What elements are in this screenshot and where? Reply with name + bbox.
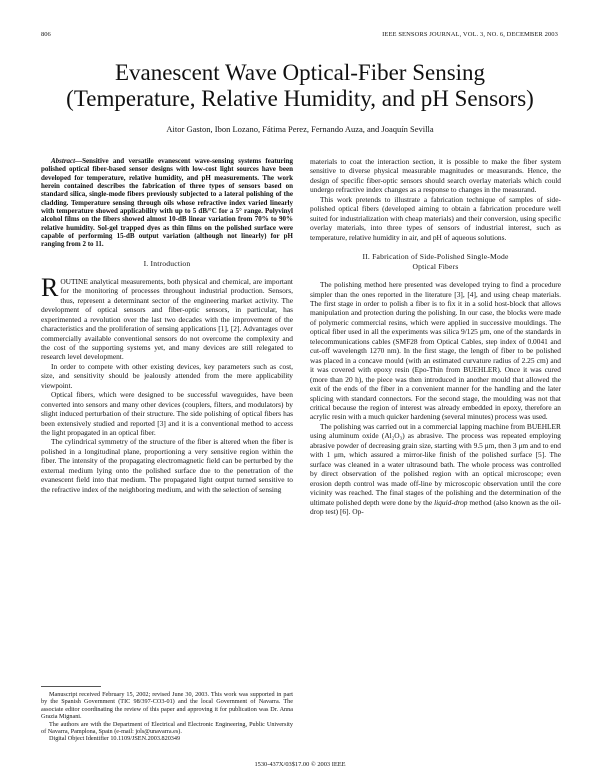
intro-paragraph-4: The cylindrical symmetry of the structure of the fiber is altered when the fiber is polished in a longitudinal plane, proportioning a very sensitive region within the fiber. The intensity of the propagating electromagnetic field can be perturbed by the external medium lying onto the polished surface due to the penetration of the evanescent field into that medium. The propagated light output turned sensitive to the refractive index of the neighboring medium, and with the selection of sensing	[41, 437, 293, 494]
journal-header: IEEE SENSORS JOURNAL, VOL. 3, NO. 6, DECEMBER 2003	[382, 31, 558, 38]
section-heading-fabrication	[310, 252, 561, 272]
footnotes	[41, 680, 293, 743]
paper-title-line1: Evanescent Wave Optical-Fiber Sensing	[114, 60, 486, 85]
intro-paragraph-1	[41, 272, 293, 362]
right-paragraph-2: This work pretends to illustrate a fabrication technique of samples of side-polished optical fibers (developed aiming to obtain a fabrication procedure well suited for industrialization with cheap materials) and their conversion, using specific overlay materials, into three types of sensors of industrial interest, such as temperature, relative humidity in air, and pH of aqueous solutions.	[310, 194, 561, 242]
footnote-doi: Digital Object Identifier 10.1109/JSEN.2003.820349	[49, 735, 181, 743]
intro-paragraph-1-text: OUTINE analytical measurements, both physical and chemical, are important for the monitoring of processes throughout industrial production. Sensors, thus, represent a determinant sector of the engineering market activity. The development of optical sensors and fiber-optic sensors, in particular, has experimented a revolution over the last two decades with the improvement of the characteristics and the proliferation of sensing applications [1], [2]. Advantages over commercially available conventional sensors do not overcome the complexity and the cost of the supporting systems yet, and many devices are still relegated to research level development.	[41, 276, 293, 362]
page-number: 806	[41, 31, 51, 38]
fabrication-paragraph-2-text: The polishing was carried out in a commercial lapping machine from BUEHLER using aluminum oxide (Al₂O₃) as abrasive. The process was repeated employing abrasive powder of decreasing grain size, starting with 9.5 μm, then 3 μm and to end with 1 μm, which assured a mirror-like finish of the polished surface [5]. The surface was cleaned in a water ultrasound bath. The whole process was controlled by direct observation of the polished region with an optical microscope; even erosion depth control was made off-line by microscopic observation until the core vicinity was reached. The final stages of the polishing and the determination of the ultimate polished depth were done by the	[310, 421, 561, 507]
footnote-manuscript: Manuscript received February 15, 2002; revised June 30, 2003. This work was supported in part by the Spanish Government (TIC 98/397-CO3-01) and the local Government of Navarra. The associate editor coordinating the review of this paper and approving it for publication was Dr. Anna Grazia Mignani.	[41, 691, 293, 721]
footnote-divider	[41, 686, 101, 687]
fabrication-paragraph-2	[310, 422, 561, 517]
drop-cap: R	[41, 272, 59, 302]
right-paragraph-1: materials to coat the interaction section, it is possible to make the fiber system sensitive to diverse physical measurable magnitudes or measurands. Hence, the design of specific fiber-optic sensors should search overlay materials which could undergo refractive index changes as a response to changes in the measurand.	[310, 157, 561, 195]
copyright-footer: 1530-437X/03$17.00 © 2003 IEEE	[254, 761, 346, 768]
fabrication-paragraph-2-end: method (also known as the oil-drop test) [6]. Op-	[310, 497, 561, 516]
fab-heading-line2: Optical Fibers	[412, 262, 459, 272]
fab-heading-line1: II. Fabrication of Side-Polished Single-Mode	[362, 252, 509, 262]
footnote-affiliation: The authors are with the Department of Electrical and Electronic Engineering, Public University of Navarra, Pamplona, Spain (e-mail: jols@unavarra.es).	[41, 720, 293, 736]
fabrication-paragraph-1: The polishing method here presented was developed trying to find a procedure simpler than the ones reported in the literature [3], [4], and using cheap materials. The first stage in order to polish a fiber is to fix it in a solid host-block that allows manipulation and protection during the polishing. In our case, the blocks were made of polymeric commercial resins, which were applied in successive mouldings. The optical fiber used in all the experiments was silica 9/125 μm, one of the standards in telecommunications cables (SMF28 from Optical Cables, step index of 0.0041 and cut-off wavelength 1270 nm). In the first stage, the length of fiber to be polished was placed in a concave mould (with an estimated curvature radius of 2.25 cm) and it was covered with epoxy resin (Epo-Thin from BUEHLER). Once it was cured (more than 20 h), the piece was then introduced in another mould that allowed the exit of the ends of the fiber in a convenient manner for the handling and the later splicing with standard connectors. For the second stage, the moulding was not that critical because the region of interest was already embedded in epoxy, therefore an acrylic resin with a much quicker hardening (several minutes) process was used.	[310, 280, 561, 422]
section-heading-introduction: I. Introduction	[143, 258, 191, 268]
left-column	[41, 157, 293, 494]
intro-paragraph-2: In order to compete with other existing devices, key parameters such as cost, size, and sensitivity should be jealously attended from the mere applicability viewpoint.	[41, 361, 293, 390]
abstract-label: Abstract—	[51, 157, 83, 165]
paper-title-line2: (Temperature, Relative Humidity, and pH Sensors)	[66, 86, 534, 111]
abstract	[41, 157, 293, 249]
intro-paragraph-3: Optical fibers, which were designed to be successful waveguides, have been converted into sensors and many other devices (couplers, filters, and modulators) by slight induced perturbation of their structure. The side polishing of optical fibers has been extensively studied and reported [3] and it is a conventional method to access the light propagated in an optical fiber.	[41, 390, 293, 438]
abstract-text: Sensitive and versatile evanescent wave-sensing systems featuring polished optical fiber-based sensor designs with low-cost light sources have been developed for temperature, relative humidity, and pH measurements. The work herein contained describes the fabrication of three types of sensors based on standard silica, single-mode fibers previously subjected to a lateral polishing of the cladding. Temperature sensing through oils whose refractive index varied linearly with temperature showed applicability with up to 5 dB/°C for a 5° range. Polyvinyl alcohol films on the fibers showed almost 10-dB linear variation from 70% to 90% relative humidity. Sol-gel trapped dyes as thin films on the polished surface were capable of performing 15-dB output variation (although not linearly) for pH ranging from 2 to 11.	[41, 157, 293, 249]
author-list: Aitor Gaston, Ibon Lozano, Fátima Perez, Fernando Auza, and Joaquín Sevilla	[166, 124, 434, 134]
right-column	[310, 157, 561, 516]
liquid-drop-term: liquid-drop	[434, 497, 468, 507]
